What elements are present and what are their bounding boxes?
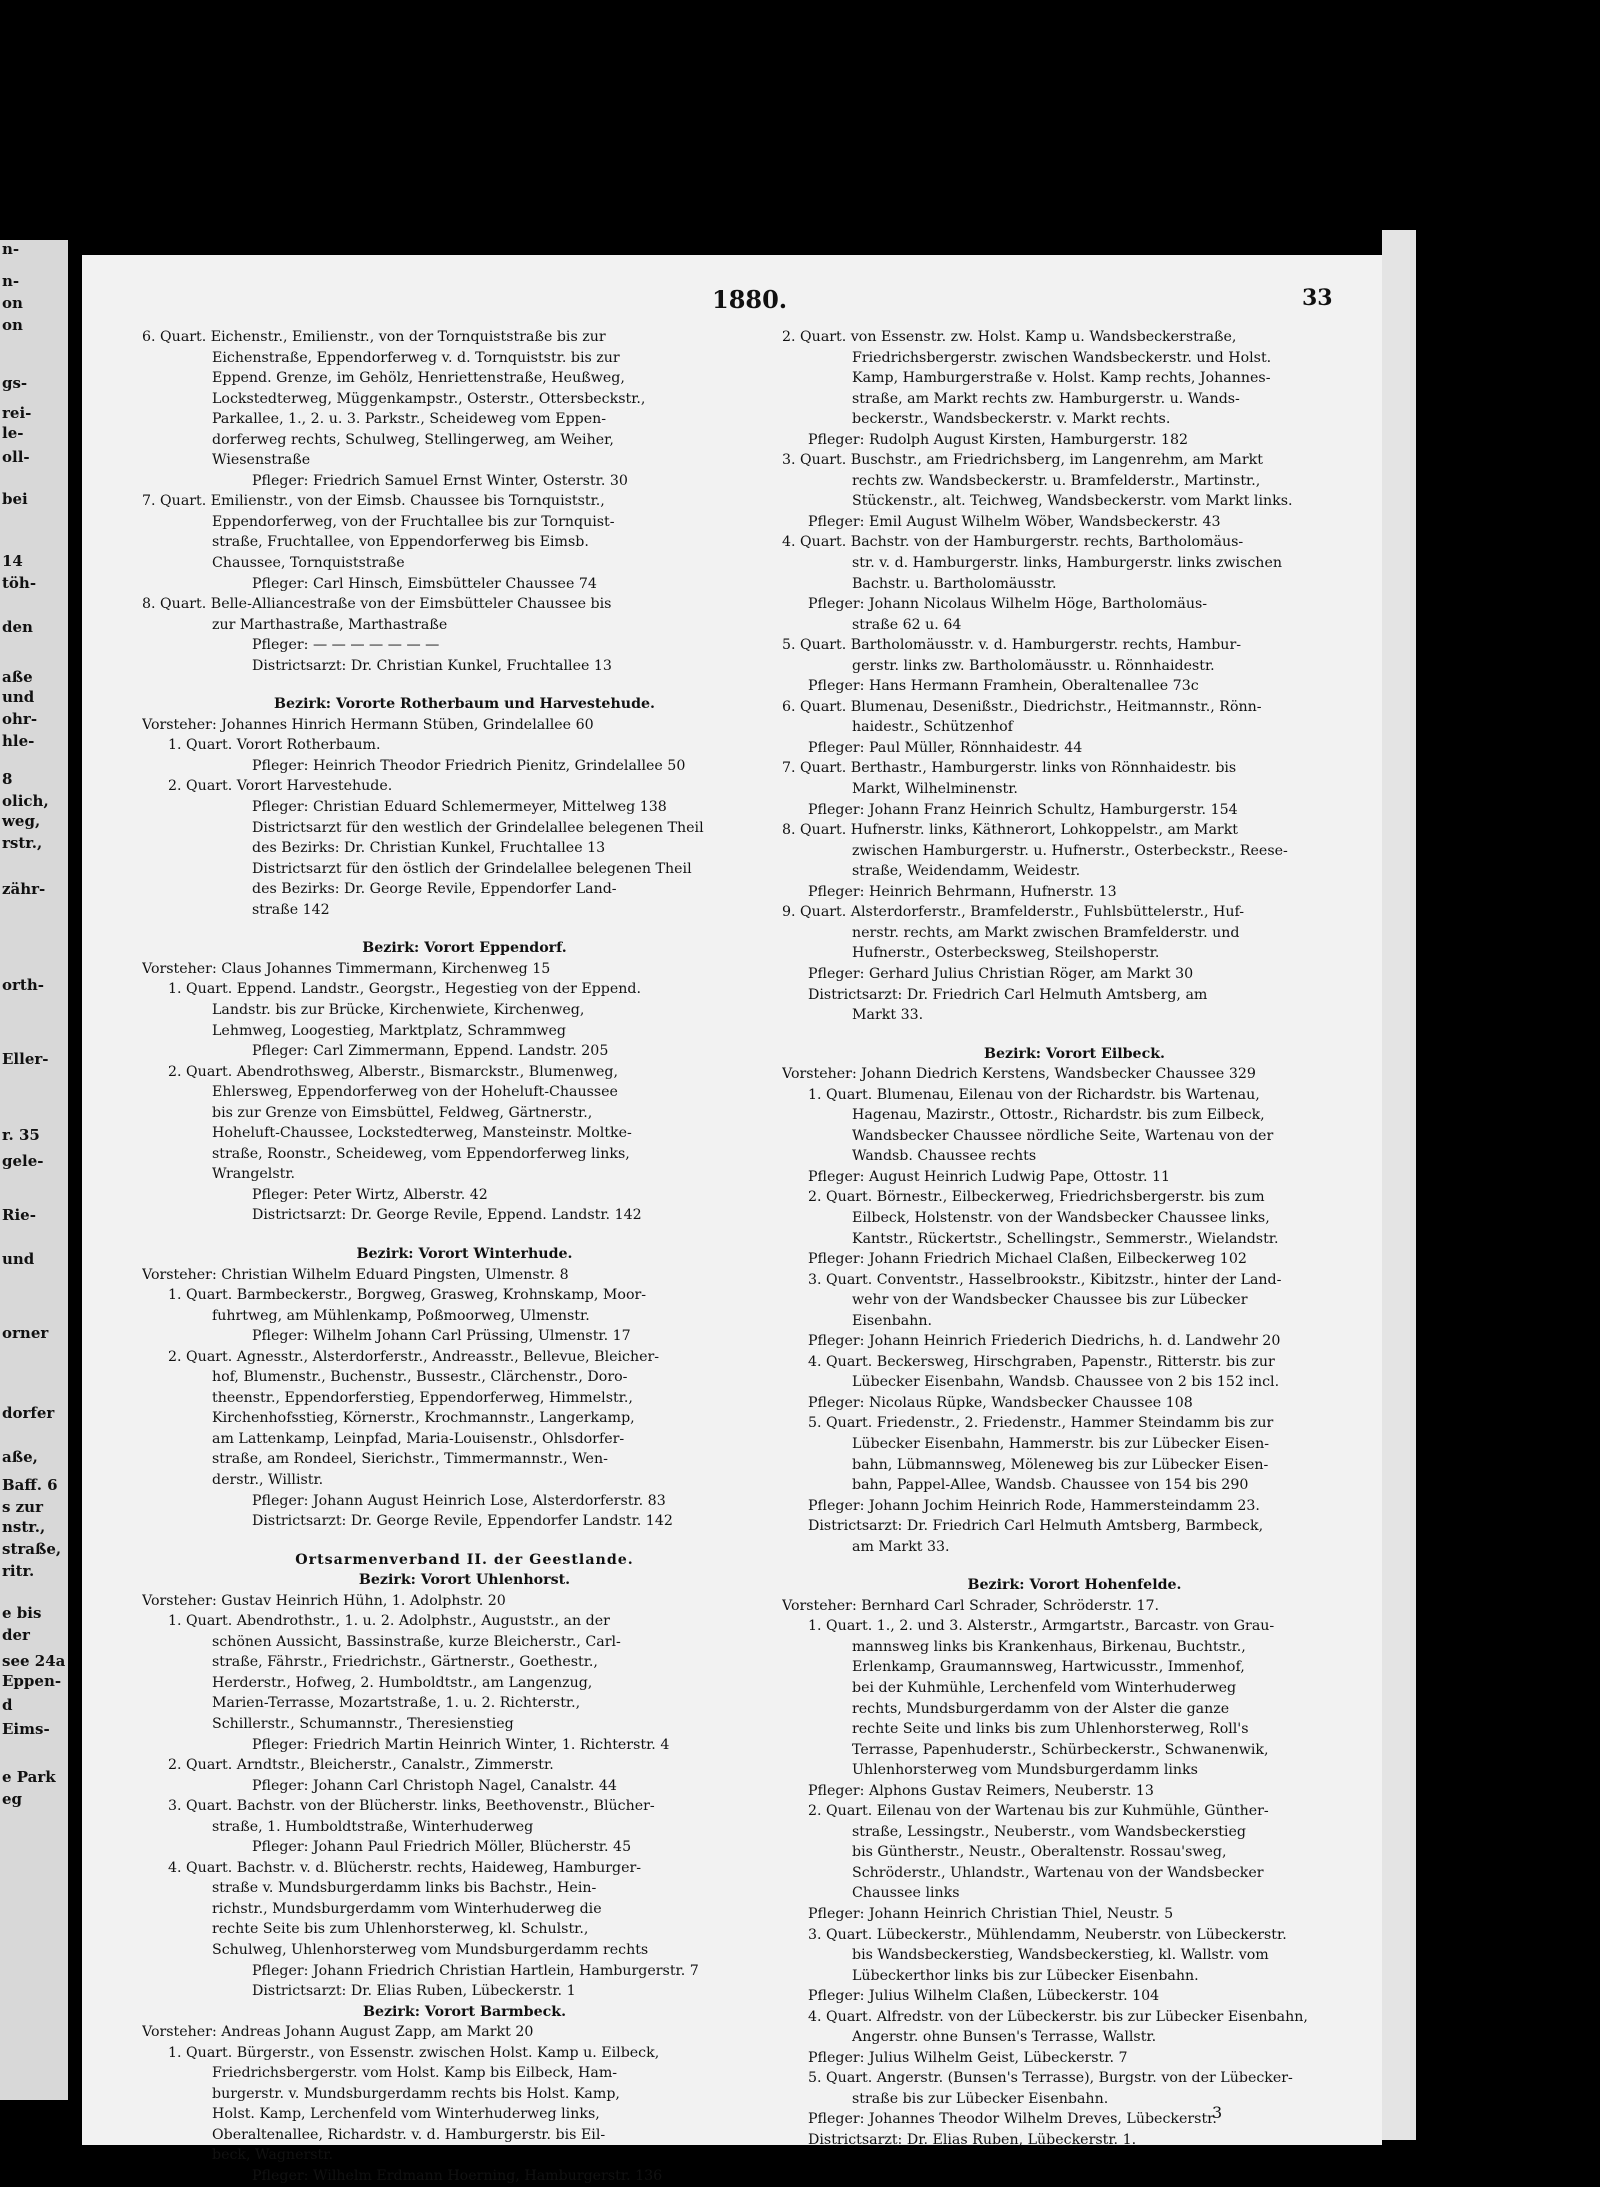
section-heading: Bezirk: Vorort Uhlenhorst. xyxy=(358,1572,571,1589)
text-line: straße, am Markt rechts zw. Hamburgerstr. u. Wands- xyxy=(852,390,1240,407)
fragment-line: s zur xyxy=(2,1498,43,1516)
section-gap xyxy=(782,1026,1367,1044)
adjacent-page-fragment xyxy=(0,240,68,2100)
text-line: 4. Quart. Alfredstr. von der Lübeckerstr. bis zur Lübecker Eisenbahn, xyxy=(808,2008,1308,2025)
text-line: 5. Quart. Bartholomäusstr. v. d. Hamburgerstr. rechts, Hambur- xyxy=(782,637,1242,654)
section-gap xyxy=(782,1557,1367,1575)
text-line: bahn, Pappel-Allee, Wandsb. Chaussee von 154 bis 290 xyxy=(852,1477,1249,1494)
text-line: Pfleger: Johann Jochim Heinrich Rode, Hammersteindamm 23. xyxy=(808,1497,1260,1514)
text-line: Pfleger: Paul Müller, Rönnhaidestr. 44 xyxy=(808,739,1083,756)
text-line: Marien-Terrasse, Mozartstraße, 1. u. 2. Richterstr., xyxy=(212,1695,581,1712)
text-line: Bachstr. u. Bartholomäusstr. xyxy=(852,575,1057,592)
text-line: burgerstr. v. Mundsburgerdamm rechts bis Holst. Kamp, xyxy=(212,2085,620,2102)
text-line: 8. Quart. Hufnerstr. links, Käthnerort, Lohkoppelstr., am Markt xyxy=(782,822,1238,839)
text-line: Districtsarzt: Dr. Friedrich Carl Helmuth Amtsberg, Barmbeck, xyxy=(808,1518,1264,1535)
text-line: Hufnerstr., Osterbecksweg, Steilshoperstr. xyxy=(852,945,1160,962)
fragment-line: 14 xyxy=(2,552,23,570)
fragment-line: Rie- xyxy=(2,1206,36,1224)
text-line: Pfleger: Julius Wilhelm Geist, Lübeckerstr. 7 xyxy=(808,2049,1128,2066)
text-line: straße 62 u. 64 xyxy=(852,616,962,633)
fragment-line: le- xyxy=(2,424,24,442)
signature-mark: 3 xyxy=(1212,2103,1223,2122)
text-line: Pfleger: Carl Zimmermann, Eppend. Landstr. 205 xyxy=(252,1043,609,1060)
text-line: Pfleger: Johann Paul Friedrich Möller, Blücherstr. 45 xyxy=(252,1839,632,1856)
fragment-line: nstr., xyxy=(2,1518,46,1536)
fragment-line: aße xyxy=(2,668,33,686)
fragment-line: der xyxy=(2,1626,30,1644)
text-line: Eppendorferweg, von der Fruchtallee bis zur Tornquist- xyxy=(212,513,615,530)
fragment-line: und xyxy=(2,1250,35,1268)
text-line: Wandsb. Chaussee rechts xyxy=(852,1148,1037,1165)
text-line: Vorsteher: Bernhard Carl Schrader, Schröderstr. 17. xyxy=(782,1597,1160,1614)
text-line: straße 142 xyxy=(252,901,330,918)
text-line: Pfleger: August Heinrich Ludwig Pape, Ottostr. 11 xyxy=(808,1168,1171,1185)
text-line: Pfleger: Johannes Theodor Wilhelm Dreves, Lübeckerstr. xyxy=(808,2111,1217,2128)
fragment-line: Eppen- xyxy=(2,1672,62,1690)
text-line: Pfleger: Christian Eduard Schlemermeyer, Mittelweg 138 xyxy=(252,799,667,816)
text-line: rechts zw. Wandsbeckerstr. u. Bramfelderstr., Martinstr., xyxy=(852,472,1261,489)
section-heading: Bezirk: Vororte Rotherbaum und Harvestehude. xyxy=(274,696,655,713)
text-line: theenstr., Eppendorferstieg, Eppendorferweg, Himmelstr., xyxy=(212,1389,633,1406)
text-line: Schröderstr., Uhlandstr., Wartenau von der Wandsbecker xyxy=(852,1864,1264,1881)
fragment-line: olich, xyxy=(2,792,49,810)
text-line: Pfleger: — — — — — — — xyxy=(252,637,440,654)
text-line: Markt, Wilhelminenstr. xyxy=(852,781,1018,798)
text-line: Markt 33. xyxy=(852,1007,924,1024)
text-line: haidestr., Schützenhof xyxy=(852,719,1013,736)
text-line: straße bis zur Lübecker Eisenbahn. xyxy=(852,2090,1109,2107)
text-line: wehr von der Wandsbecker Chaussee bis zur Lübecker xyxy=(852,1292,1248,1309)
fragment-line: bei xyxy=(2,490,28,508)
text-line: Kantstr., Rückertstr., Schellingstr., Semmerstr., Wielandstr. xyxy=(852,1230,1279,1247)
text-line: 2. Quart. Arndtstr., Bleicherstr., Canalstr., Zimmerstr. xyxy=(168,1757,554,1774)
section-heading: Bezirk: Vorort Barmbeck. xyxy=(362,2003,567,2020)
fragment-line: dorfer xyxy=(2,1404,55,1422)
text-line: straße, am Rondeel, Sierichstr., Timmermannstr., Wen- xyxy=(212,1451,608,1468)
fragment-line: n- xyxy=(2,272,20,290)
text-line: Pfleger: Julius Wilhelm Claßen, Lübeckerstr. 104 xyxy=(808,1988,1160,2005)
text-line: Friedrichsbergerstr. vom Holst. Kamp bis Eilbeck, Ham- xyxy=(212,2065,618,2082)
fragment-line: rstr., xyxy=(2,834,43,852)
text-line: 6. Quart. Blumenau, Desenißstr., Diedrichstr., Heitmannstr., Rönn- xyxy=(782,698,1262,715)
fragment-line: e Park xyxy=(2,1768,56,1786)
fragment-line: e bis xyxy=(2,1604,42,1622)
text-line: Angerstr. ohne Bunsen's Terrasse, Wallstr. xyxy=(852,2029,1157,2046)
text-line: bahn, Lübmannsweg, Möleneweg bis zur Lübecker Eisen- xyxy=(852,1456,1269,1473)
text-line: Terrasse, Papenhuderstr., Schürbeckerstr., Schwanenwik, xyxy=(852,1741,1269,1758)
text-line: Pfleger: Hans Hermann Framhein, Oberaltenallee 73c xyxy=(808,678,1199,695)
text-line: mannsweg links bis Krankenhaus, Birkenau, Buchtstr., xyxy=(852,1638,1246,1655)
text-line: Friedrichsbergerstr. zwischen Wandsbeckerstr. und Holst. xyxy=(852,349,1272,366)
text-line: Eichenstraße, Eppendorferweg v. d. Tornquiststr. bis zur xyxy=(212,349,620,366)
text-line: Pfleger: Johann Franz Heinrich Schultz, Hamburgerstr. 154 xyxy=(808,801,1238,818)
text-line: Chaussee links xyxy=(852,1885,960,1902)
fragment-line: den xyxy=(2,618,33,636)
fragment-line: weg, xyxy=(2,812,41,830)
text-line: Pfleger: Alphons Gustav Reimers, Neuberstr. 13 xyxy=(808,1782,1154,1799)
text-line: 2. Quart. Abendrothsweg, Alberstr., Bismarckstr., Blumenweg, xyxy=(168,1063,619,1080)
text-line: rechts, Mundsburgerdamm von der Alster die ganze xyxy=(852,1700,1230,1717)
text-line: 3. Quart. Conventstr., Hasselbrookstr., Kibitzstr., hinter der Land- xyxy=(808,1271,1282,1288)
text-line: des Bezirks: Dr. Christian Kunkel, Fruchtallee 13 xyxy=(252,840,606,857)
text-line: Holst. Kamp, Lerchenfeld vom Winterhuderweg links, xyxy=(212,2106,600,2123)
text-line: 2. Quart. von Essenstr. zw. Holst. Kamp u. Wandsbeckerstraße, xyxy=(782,329,1237,345)
text-line: 5. Quart. Friedenstr., 2. Friedenstr., Hammer Steindamm bis zur xyxy=(808,1415,1274,1432)
text-line: straße, 1. Humboldtstraße, Winterhuderweg xyxy=(212,1818,534,1835)
fragment-line: on xyxy=(2,294,23,312)
text-line: Vorsteher: Gustav Heinrich Hühn, 1. Adolphstr. 20 xyxy=(142,1592,506,1609)
text-line: Pfleger: Johann Nicolaus Wilhelm Höge, Bartholomäus- xyxy=(808,596,1208,613)
text-line: Districtsarzt: Dr. George Revile, Eppend. Landstr. 142 xyxy=(252,1207,642,1224)
fragment-line: oll- xyxy=(2,448,30,466)
fragment-line: hle- xyxy=(2,732,35,750)
text-line: Lübecker Eisenbahn, Wandsb. Chaussee von 2 bis 152 incl. xyxy=(852,1374,1280,1391)
text-line: Vorsteher: Johann Diedrich Kerstens, Wandsbecker Chaussee 329 xyxy=(782,1066,1256,1083)
text-line: Vorsteher: Andreas Johann August Zapp, am Markt 20 xyxy=(142,2024,534,2041)
text-line: am Lattenkamp, Leinpfad, Maria-Louisenstr., Ohlsdorfer- xyxy=(212,1430,625,1447)
text-line: Districtsarzt: Dr. Friedrich Carl Helmuth Amtsberg, am xyxy=(808,986,1208,1003)
text-line: Chaussee, Tornquiststraße xyxy=(212,555,405,572)
text-line: Vorsteher: Christian Wilhelm Eduard Pingsten, Ulmenstr. 8 xyxy=(142,1266,569,1283)
text-line: Hoheluft-Chaussee, Lockstedterweg, Mansteinstr. Moltke- xyxy=(212,1125,632,1142)
section-heading: Bezirk: Vorort Hohenfelde. xyxy=(967,1577,1182,1594)
text-line: 4. Quart. Beckersweg, Hirschgraben, Papenstr., Ritterstr. bis zur xyxy=(808,1353,1275,1370)
section-heading: Ortsarmenverband II. der Geestlande. xyxy=(295,1551,634,1568)
right-column xyxy=(782,327,1367,2151)
text-line: hof, Blumenstr., Buchenstr., Bussestr., Clärchenstr., Doro- xyxy=(212,1369,628,1386)
text-line: Districtsarzt: Dr. Elias Ruben, Lübeckerstr. 1 xyxy=(252,1983,576,2000)
section-gap xyxy=(142,920,787,938)
fragment-line: on xyxy=(2,316,23,334)
text-line: Pfleger: Johann Friedrich Michael Claßen, Eilbeckerweg 102 xyxy=(808,1251,1247,1268)
text-line: 2. Quart. Agnesstr., Alsterdorferstr., Andreasstr., Bellevue, Bleicher- xyxy=(168,1348,660,1365)
page-year: 1880. xyxy=(712,285,788,314)
text-line: 4. Quart. Bachstr. von der Hamburgerstr. rechts, Bartholomäus- xyxy=(782,534,1244,551)
text-line: Pfleger: Emil August Wilhelm Wöber, Wandsbeckerstr. 43 xyxy=(808,513,1221,530)
text-line: beckerstr., Wandsbeckerstr. v. Markt rechts. xyxy=(852,411,1171,428)
text-line: Pfleger: Friedrich Samuel Ernst Winter, Osterstr. 30 xyxy=(252,472,628,489)
text-line: straße, Weidendamm, Weidestr. xyxy=(852,863,1081,880)
text-line: Pfleger: Johann Carl Christoph Nagel, Canalstr. 44 xyxy=(252,1777,617,1794)
text-line: Eppend. Grenze, im Gehölz, Henriettenstraße, Heußweg, xyxy=(212,370,625,387)
text-line: richstr., Mundsburgerdamm vom Winterhuderweg die xyxy=(212,1900,602,1917)
page-edge xyxy=(1382,230,1416,2140)
text-line: schönen Aussicht, Bassinstraße, kurze Bleicherstr., Carl- xyxy=(212,1633,621,1650)
text-line: Pfleger: Heinrich Behrmann, Hufnerstr. 13 xyxy=(808,883,1117,900)
text-line: beck, Wagnerstr. xyxy=(212,2147,333,2164)
fragment-line: rei- xyxy=(2,404,32,422)
text-line: Pfleger: Peter Wirtz, Alberstr. 42 xyxy=(252,1186,488,1203)
text-line: Oberaltenallee, Richardstr. v. d. Hamburgerstr. bis Eil- xyxy=(212,2126,606,2143)
text-line: Districtsarzt: Dr. George Revile, Eppendorfer Landstr. 142 xyxy=(252,1513,673,1530)
text-line: Lockstedterweg, Müggenkampstr., Osterstr., Ottersbeckstr., xyxy=(212,390,646,407)
text-line: Pfleger: Johann August Heinrich Lose, Alsterdorferstr. 83 xyxy=(252,1492,666,1509)
text-line: straße v. Mundsburgerdamm links bis Bachstr., Hein- xyxy=(212,1880,597,1897)
text-line: Landstr. bis zur Brücke, Kirchenwiete, Kirchenweg, xyxy=(212,1001,585,1018)
text-line: zwischen Hamburgerstr. u. Hufnerstr., Osterbeckstr., Reese- xyxy=(852,842,1288,859)
text-line: Pfleger: Gerhard Julius Christian Röger, am Markt 30 xyxy=(808,965,1194,982)
fragment-line: Baff. 6 xyxy=(2,1476,58,1494)
text-line: str. v. d. Hamburgerstr. links, Hamburgerstr. links zwischen xyxy=(852,555,1282,572)
text-line: Pfleger: Heinrich Theodor Friedrich Pienitz, Grindelallee 50 xyxy=(252,757,686,774)
text-line: 2. Quart. Vorort Harvestehude. xyxy=(168,778,393,795)
text-line: Uhlenhorsterweg vom Mundsburgerdamm links xyxy=(852,1762,1198,1779)
page-number: 33 xyxy=(1302,285,1333,311)
text-line: straße, Roonstr., Scheideweg, vom Eppendorferweg links, xyxy=(212,1145,630,1162)
text-line: Pfleger: Rudolph August Kirsten, Hamburgerstr. 182 xyxy=(808,431,1189,448)
text-line: derstr., Willistr. xyxy=(212,1471,324,1488)
fragment-line: orner xyxy=(2,1324,49,1342)
text-line: 8. Quart. Belle-Alliancestraße von der Eimsbütteler Chaussee bis xyxy=(142,596,612,613)
fragment-line: Eims- xyxy=(2,1720,50,1738)
text-line: 1. Quart. 1., 2. und 3. Alsterstr., Armgartstr., Barcastr. von Grau- xyxy=(808,1618,1275,1635)
text-line: Kamp, Hamburgerstraße v. Holst. Kamp rechts, Johannes- xyxy=(852,370,1271,387)
section-gap xyxy=(142,1532,787,1550)
text-line: 1. Quart. Barmbeckerstr., Borgweg, Grasweg, Krohnskamp, Moor- xyxy=(168,1287,647,1304)
text-line: 5. Quart. Angerstr. (Bunsen's Terrasse), Burgstr. von der Lübecker- xyxy=(808,2070,1293,2087)
fragment-line: straße, xyxy=(2,1540,62,1558)
text-line: 6. Quart. Eichenstr., Emilienstr., von der Tornquiststraße bis zur xyxy=(142,329,606,345)
text-line: Pfleger: Wilhelm Johann Carl Prüssing, Ulmenstr. 17 xyxy=(252,1328,631,1345)
fragment-line: und xyxy=(2,688,35,706)
text-line: 2. Quart. Börnestr., Eilbeckerweg, Friedrichsbergerstr. bis zum xyxy=(808,1189,1265,1206)
text-line: 1. Quart. Abendrothstr., 1. u. 2. Adolphstr., Auguststr., an der xyxy=(168,1613,610,1630)
text-line: am Markt 33. xyxy=(852,1538,950,1555)
fragment-line: töh- xyxy=(2,574,37,592)
text-line: 3. Quart. Bachstr. von der Blücherstr. links, Beethovenstr., Blücher- xyxy=(168,1798,655,1815)
text-line: 1. Quart. Blumenau, Eilenau von der Richardstr. bis Wartenau, xyxy=(808,1086,1260,1103)
text-line: 3. Quart. Lübeckerstr., Mühlendamm, Neuberstr. von Lübeckerstr. xyxy=(808,1926,1287,1943)
fragment-line: n- xyxy=(2,240,20,258)
text-line: Pfleger: Johann Heinrich Christian Thiel, Neustr. 5 xyxy=(808,1906,1174,1923)
text-line: nerstr. rechts, am Markt zwischen Bramfelderstr. und xyxy=(852,924,1240,941)
section-heading: Bezirk: Vorort Eppendorf. xyxy=(362,940,567,957)
document-page xyxy=(82,255,1382,2185)
fragment-line: ritr. xyxy=(2,1562,35,1580)
text-line: Eisenbahn. xyxy=(852,1312,933,1329)
text-line: Hagenau, Mazirstr., Ottostr., Richardstr. bis zum Eilbeck, xyxy=(852,1107,1265,1124)
text-line: 4. Quart. Bachstr. v. d. Blücherstr. rechts, Haideweg, Hamburger- xyxy=(168,1859,642,1876)
text-line: straße, Lessingstr., Neuberstr., vom Wandsbeckerstieg xyxy=(852,1823,1246,1840)
text-line: Wiesenstraße xyxy=(212,452,311,469)
section-heading: Bezirk: Vorort Eilbeck. xyxy=(984,1045,1165,1062)
text-line: Wandsbecker Chaussee nördliche Seite, Wartenau von der xyxy=(852,1127,1274,1144)
text-line: 1. Quart. Bürgerstr., von Essenstr. zwischen Holst. Kamp u. Eilbeck, xyxy=(168,2044,660,2061)
fragment-line: ohr- xyxy=(2,710,38,728)
text-line: rechte Seite bis zum Uhlenhorsterweg, kl. Schulstr., xyxy=(212,1921,589,1938)
text-line: 3. Quart. Buschstr., am Friedrichsberg, im Langenrehm, am Markt xyxy=(782,452,1263,469)
text-line: gerstr. links zw. Bartholomäusstr. u. Rönnhaidestr. xyxy=(852,657,1215,674)
text-line: Pfleger: Johann Friedrich Christian Hartlein, Hamburgerstr. 7 xyxy=(252,1962,699,1979)
text-line: Pfleger: Nicolaus Rüpke, Wandsbecker Chaussee 108 xyxy=(808,1394,1193,1411)
text-line: Lübecker Eisenbahn, Hammerstr. bis zur Lübecker Eisen- xyxy=(852,1435,1270,1452)
text-line: Schulweg, Uhlenhorsterweg vom Mundsburgerdamm rechts xyxy=(212,1942,649,1959)
text-line: dorferweg rechts, Schulweg, Stellingerweg, am Weiher, xyxy=(212,431,614,448)
section-gap xyxy=(142,676,787,694)
section-gap xyxy=(142,1226,787,1244)
left-column xyxy=(142,327,787,2187)
text-line: Parkallee, 1., 2. u. 3. Parkstr., Scheideweg vom Eppen- xyxy=(212,411,607,428)
text-line: Pfleger: Johann Heinrich Friederich Diedrichs, h. d. Landwehr 20 xyxy=(808,1333,1281,1350)
text-line: Ehlersweg, Eppendorferweg von der Hoheluft-Chaussee xyxy=(212,1084,618,1101)
fragment-line: eg xyxy=(2,1790,23,1808)
section-heading: Bezirk: Vorort Winterhude. xyxy=(356,1245,573,1262)
text-line: fuhrtweg, am Mühlenkamp, Poßmoorweg, Ulmenstr. xyxy=(212,1307,590,1324)
fragment-line: gs- xyxy=(2,374,28,392)
text-line: 9. Quart. Alsterdorferstr., Bramfelderstr., Fuhlsbüttelerstr., Huf- xyxy=(782,904,1245,921)
text-line: Eilbeck, Holstenstr. von der Wandsbecker Chaussee links, xyxy=(852,1209,1270,1226)
text-line: Erlenkamp, Graumannsweg, Hartwicusstr., Immenhof, xyxy=(852,1659,1245,1676)
text-line: Kirchenhofsstieg, Körnerstr., Krochmannstr., Langerkamp, xyxy=(212,1410,635,1427)
text-line: straße, Fährstr., Friedrichstr., Gärtnerstr., Goethestr., xyxy=(212,1654,598,1671)
text-line: des Bezirks: Dr. George Revile, Eppendorfer Land- xyxy=(252,881,617,898)
text-line: Stückenstr., alt. Teichweg, Wandsbeckerstr. vom Markt links. xyxy=(852,493,1293,510)
text-line: rechte Seite und links bis zum Uhlenhorsterweg, Roll's xyxy=(852,1721,1249,1738)
text-line: bei der Kuhmühle, Lerchenfeld vom Winterhuderweg xyxy=(852,1680,1237,1696)
text-line: 1. Quart. Eppend. Landstr., Georgstr., Hegestieg von der Eppend. xyxy=(168,981,642,998)
text-line: Pfleger: Carl Hinsch, Eimsbütteler Chaussee 74 xyxy=(252,575,597,592)
text-line: 1. Quart. Vorort Rotherbaum. xyxy=(168,737,381,754)
text-line: 7. Quart. Emilienstr., von der Eimsb. Chaussee bis Tornquiststr., xyxy=(142,493,605,510)
text-line: Districtsarzt für den westlich der Grindelallee belegenen Theil xyxy=(252,819,704,836)
text-line: Wrangelstr. xyxy=(212,1166,296,1183)
fragment-line: orth- xyxy=(2,976,44,994)
fragment-line: see 24a xyxy=(2,1652,66,1670)
text-line: zur Marthastraße, Marthastraße xyxy=(212,616,448,633)
text-line: straße, Fruchtallee, von Eppendorferweg bis Eimsb. xyxy=(212,534,589,551)
text-line: Lübeckerthor links bis zur Lübecker Eisenbahn. xyxy=(852,1967,1199,1984)
text-line: Districtsarzt: Dr. Christian Kunkel, Fruchtallee 13 xyxy=(252,657,612,674)
fragment-line: r. 35 xyxy=(2,1126,40,1144)
fragment-line: Eller- xyxy=(2,1050,49,1068)
fragment-line: gele- xyxy=(2,1152,44,1170)
text-line: Herderstr., Hofweg, 2. Humboldtstr., am Langenzug, xyxy=(212,1674,593,1691)
fragment-line: zähr- xyxy=(2,880,46,898)
text-line: Districtsarzt: Dr. Elias Ruben, Lübeckerstr. 1. xyxy=(808,2132,1137,2149)
fragment-line: 8 xyxy=(2,770,13,788)
fragment-line: aße, xyxy=(2,1448,38,1466)
fragment-line: d xyxy=(2,1696,13,1714)
text-line: bis Güntherstr., Neustr., Oberaltenstr. Rossau'sweg, xyxy=(852,1844,1227,1861)
text-line: Pfleger: Friedrich Martin Heinrich Winter, 1. Richterstr. 4 xyxy=(252,1736,670,1753)
text-line: bis zur Grenze von Eimsbüttel, Feldweg, Gärtnerstr., xyxy=(212,1104,593,1121)
text-line: Districtsarzt für den östlich der Grindelallee belegenen Theil xyxy=(252,860,692,877)
text-line: Lehmweg, Loogestieg, Marktplatz, Schrammweg xyxy=(212,1022,566,1039)
text-line: Pfleger: Wilhelm Erdmann Hoerning, Hamburgerstr. 136 xyxy=(252,2168,663,2185)
text-line: Vorsteher: Johannes Hinrich Hermann Stüben, Grindelallee 60 xyxy=(142,716,594,733)
text-line: Schillerstr., Schumannstr., Theresienstieg xyxy=(212,1716,514,1732)
text-line: Vorsteher: Claus Johannes Timmermann, Kirchenweg 15 xyxy=(142,960,551,977)
text-line: bis Wandsbeckerstieg, Wandsbeckerstieg, kl. Wallstr. vom xyxy=(852,1947,1269,1964)
text-line: 2. Quart. Eilenau von der Wartenau bis zur Kuhmühle, Günther- xyxy=(808,1803,1269,1820)
text-line: 7. Quart. Berthastr., Hamburgerstr. links von Rönnhaidestr. bis xyxy=(782,760,1237,777)
